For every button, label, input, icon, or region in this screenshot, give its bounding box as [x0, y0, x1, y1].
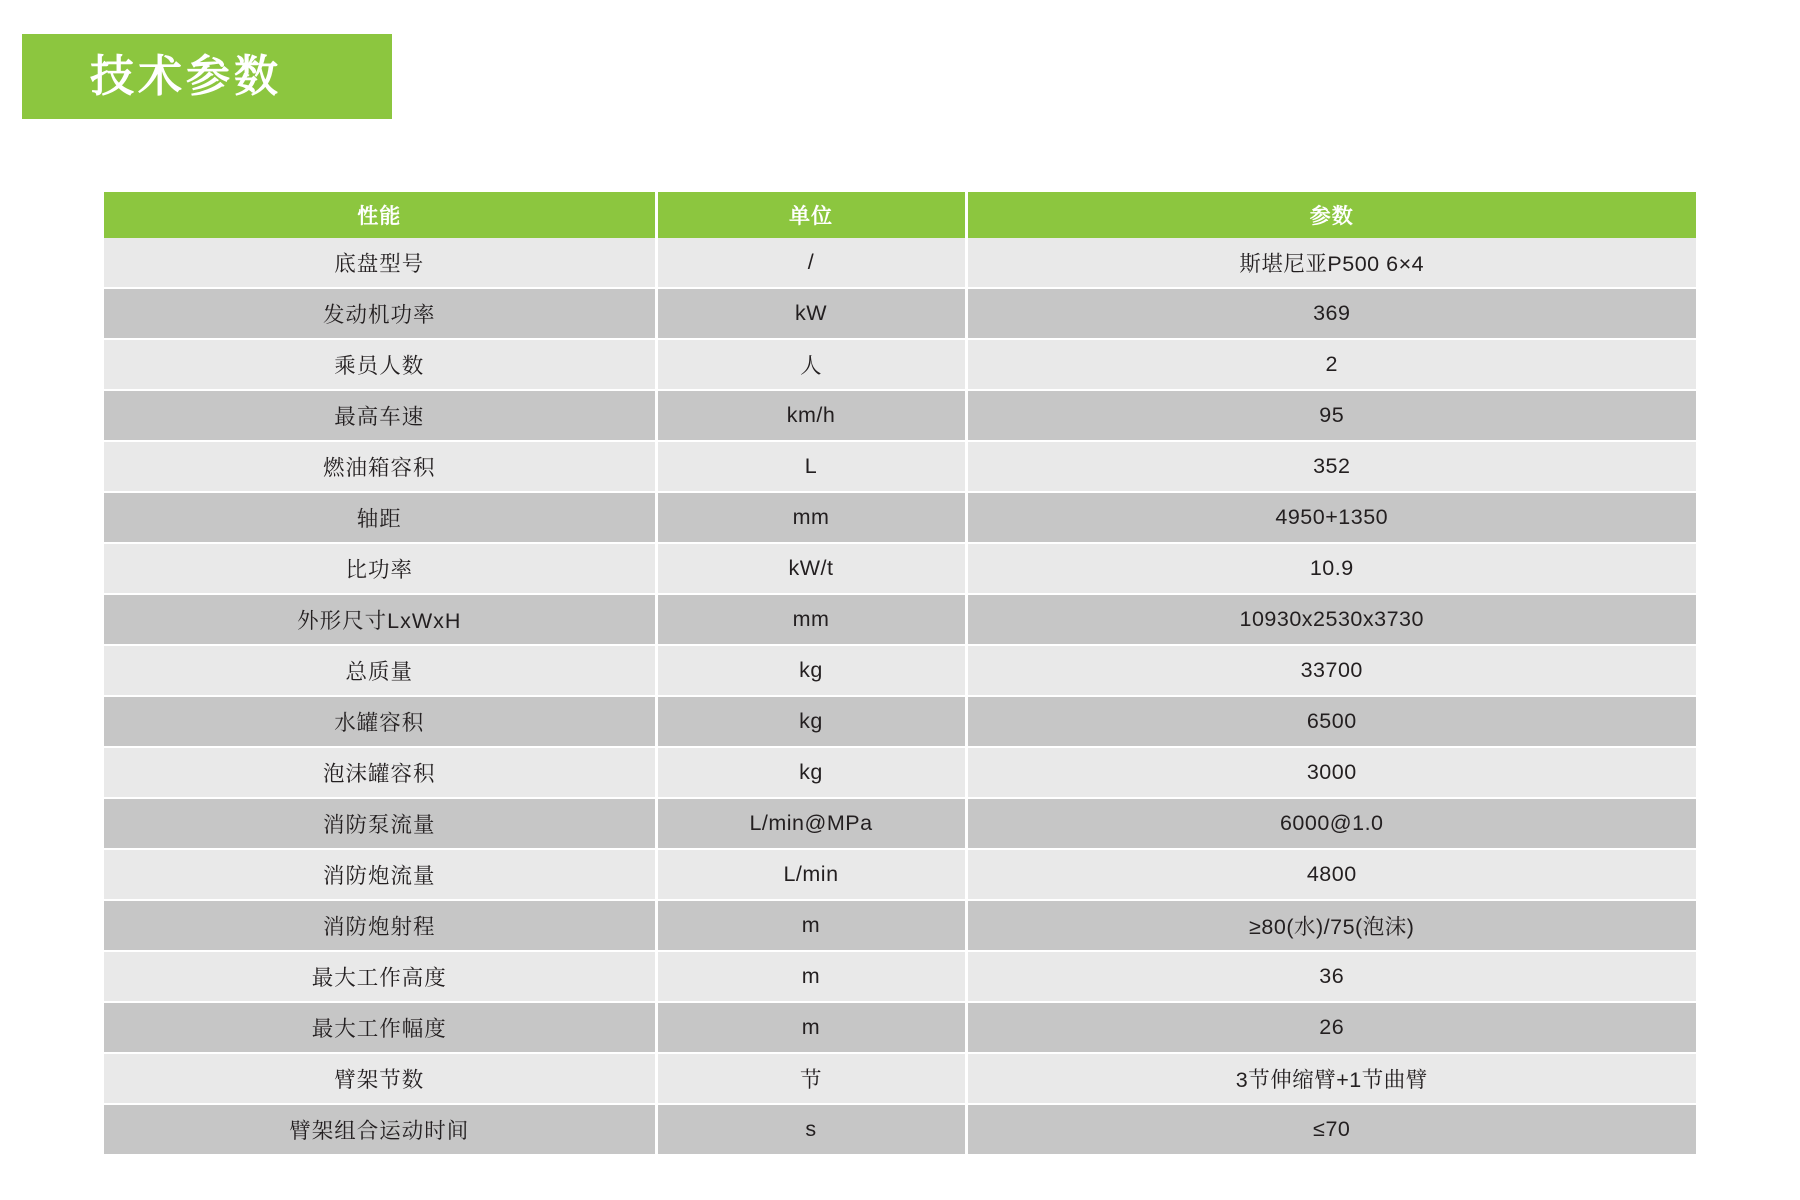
cell-performance: 比功率: [104, 543, 656, 594]
cell-parameter: ≥80(水)/75(泡沫): [966, 900, 1696, 951]
cell-unit: kW/t: [656, 543, 966, 594]
cell-performance: 臂架组合运动时间: [104, 1104, 656, 1155]
table-row: [104, 492, 1696, 543]
cell-performance: 水罐容积: [104, 696, 656, 747]
cell-performance: 消防炮流量: [104, 849, 656, 900]
table-row: [104, 645, 1696, 696]
cell-parameter: 26: [966, 1002, 1696, 1053]
table-header: [104, 192, 1696, 238]
specifications-table: [104, 192, 1696, 1156]
cell-performance: 燃油箱容积: [104, 441, 656, 492]
table-row: [104, 849, 1696, 900]
cell-parameter: 6500: [966, 696, 1696, 747]
cell-unit: L/min@MPa: [656, 798, 966, 849]
cell-performance: 最大工作幅度: [104, 1002, 656, 1053]
cell-unit: L: [656, 441, 966, 492]
cell-performance: 消防泵流量: [104, 798, 656, 849]
cell-unit: /: [656, 238, 966, 288]
cell-parameter: 95: [966, 390, 1696, 441]
cell-performance: 底盘型号: [104, 238, 656, 288]
cell-unit: mm: [656, 594, 966, 645]
cell-parameter: 3000: [966, 747, 1696, 798]
cell-unit: m: [656, 951, 966, 1002]
table-row: [104, 390, 1696, 441]
table-row: [104, 543, 1696, 594]
cell-unit: m: [656, 900, 966, 951]
cell-unit: kg: [656, 645, 966, 696]
table-row: [104, 288, 1696, 339]
table-row: [104, 1002, 1696, 1053]
cell-performance: 最高车速: [104, 390, 656, 441]
cell-unit: kg: [656, 747, 966, 798]
cell-parameter: 6000@1.0: [966, 798, 1696, 849]
table-row: [104, 951, 1696, 1002]
cell-parameter: 10930x2530x3730: [966, 594, 1696, 645]
cell-parameter: 4950+1350: [966, 492, 1696, 543]
table-row: [104, 594, 1696, 645]
cell-parameter: ≤70: [966, 1104, 1696, 1155]
cell-unit: km/h: [656, 390, 966, 441]
cell-unit: 节: [656, 1053, 966, 1104]
cell-parameter: 2: [966, 339, 1696, 390]
table-row: [104, 238, 1696, 288]
cell-performance: 乘员人数: [104, 339, 656, 390]
page-title: 技术参数: [90, 51, 282, 101]
cell-performance: 泡沫罐容积: [104, 747, 656, 798]
cell-parameter: 3节伸缩臂+1节曲臂: [966, 1053, 1696, 1104]
cell-unit: kg: [656, 696, 966, 747]
cell-parameter: 33700: [966, 645, 1696, 696]
table-row: [104, 747, 1696, 798]
cell-parameter: 4800: [966, 849, 1696, 900]
cell-performance: 轴距: [104, 492, 656, 543]
cell-parameter: 斯堪尼亚P500 6×4: [966, 238, 1696, 288]
cell-unit: kW: [656, 288, 966, 339]
cell-unit: s: [656, 1104, 966, 1155]
cell-unit: m: [656, 1002, 966, 1053]
page-title-banner: [22, 34, 392, 119]
table-row: [104, 1104, 1696, 1155]
table-body: [104, 238, 1696, 1155]
table-row: [104, 798, 1696, 849]
column-header-unit: 单位: [656, 192, 966, 238]
table-row: [104, 900, 1696, 951]
cell-parameter: 369: [966, 288, 1696, 339]
cell-performance: 臂架节数: [104, 1053, 656, 1104]
cell-parameter: 352: [966, 441, 1696, 492]
cell-performance: 最大工作高度: [104, 951, 656, 1002]
cell-performance: 发动机功率: [104, 288, 656, 339]
column-header-performance: 性能: [104, 192, 656, 238]
table-header-row: [104, 192, 1696, 238]
cell-performance: 消防炮射程: [104, 900, 656, 951]
cell-unit: 人: [656, 339, 966, 390]
column-header-parameter: 参数: [966, 192, 1696, 238]
cell-unit: mm: [656, 492, 966, 543]
cell-unit: L/min: [656, 849, 966, 900]
cell-performance: 总质量: [104, 645, 656, 696]
table-row: [104, 441, 1696, 492]
cell-performance: 外形尺寸LxWxH: [104, 594, 656, 645]
table-row: [104, 696, 1696, 747]
table-row: [104, 1053, 1696, 1104]
cell-parameter: 36: [966, 951, 1696, 1002]
cell-parameter: 10.9: [966, 543, 1696, 594]
table-row: [104, 339, 1696, 390]
